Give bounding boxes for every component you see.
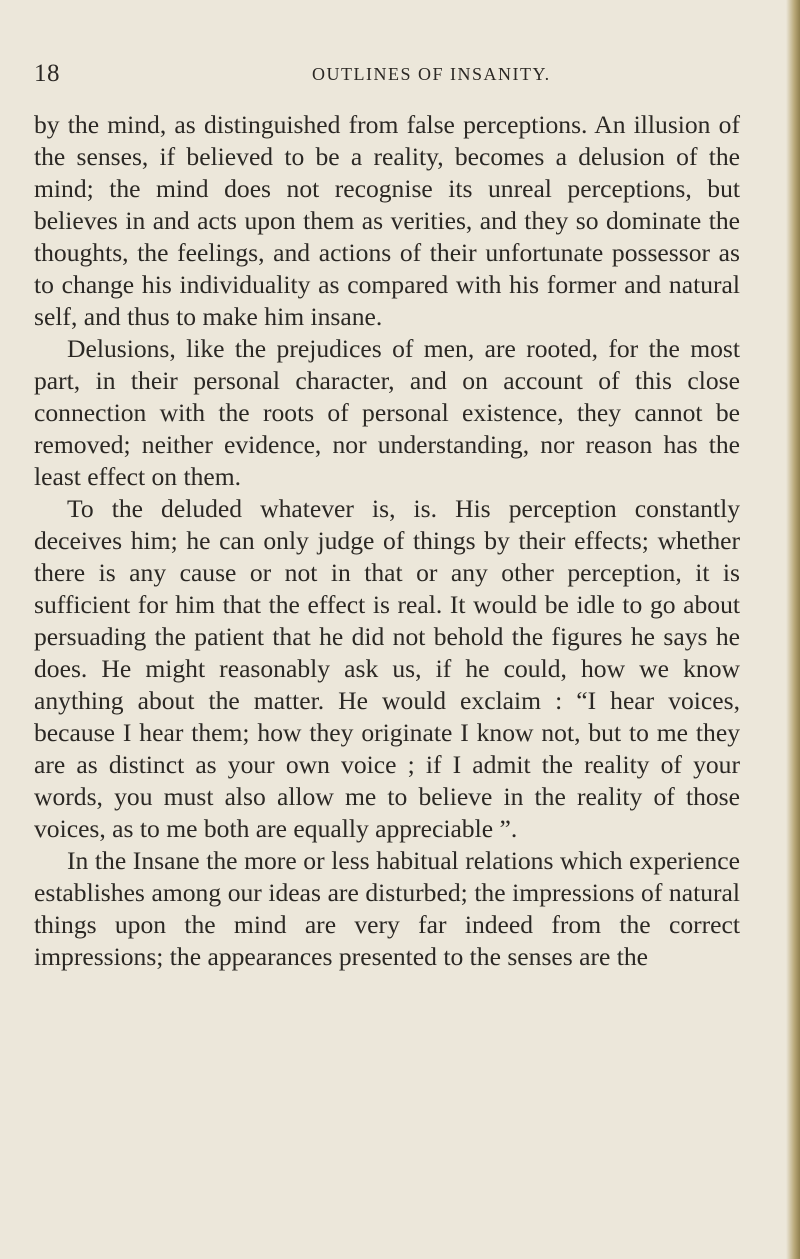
page-number: 18 xyxy=(34,60,60,87)
page-edge-shadow xyxy=(786,0,800,1259)
paragraph-deluded: To the deluded whatever is, is. His perception constantly deceives him; he can only judge of things by their effects; whether there is any cause or not in that or any other perception, it is sufficient for him that the effect is real. It would be idle to go about persuading the patient that he did not behold the figures he says he does. He might reasonably ask us, if he could, how we know anything about the matter. He would exclaim : “I hear voices, because I hear them; how they originate I know not, but to me they are as distinct as your own voice ; if I admit the reality of your words, you must also allow me to believe in the reality of those voices, as to me both are equally appreciable ”. xyxy=(34,494,740,843)
paragraph-insane: In the Insane the more or less habitual relations which experience establishes among our ideas are disturbed; the impressions of natural things upon the mind are very far indeed from the correct impressions; the appearances presented to the senses are the xyxy=(34,846,740,971)
page-header xyxy=(34,60,734,90)
running-title: OUTLINES OF INSANITY. xyxy=(312,64,551,84)
paragraph-continuation: by the mind, as distinguished from false perceptions. An illusion of the senses, if believed to be a reality, becomes a delusion of the mind; the mind does not recognise its unreal perceptions, but believes in and acts upon them as verities, and they so dominate the thoughts, the feelings, and actions of their unfortunate possessor as to change his individuality as compared with his former and natural self, and thus to make him insane. xyxy=(34,110,740,331)
paragraph-delusions: Delusions, like the prejudices of men, are rooted, for the most part, in their personal character, and on account of this close connection with the roots of personal existence, they cannot be removed; neither evidence, nor understanding, nor reason has the least effect on them. xyxy=(34,334,740,491)
body-text xyxy=(34,109,740,973)
